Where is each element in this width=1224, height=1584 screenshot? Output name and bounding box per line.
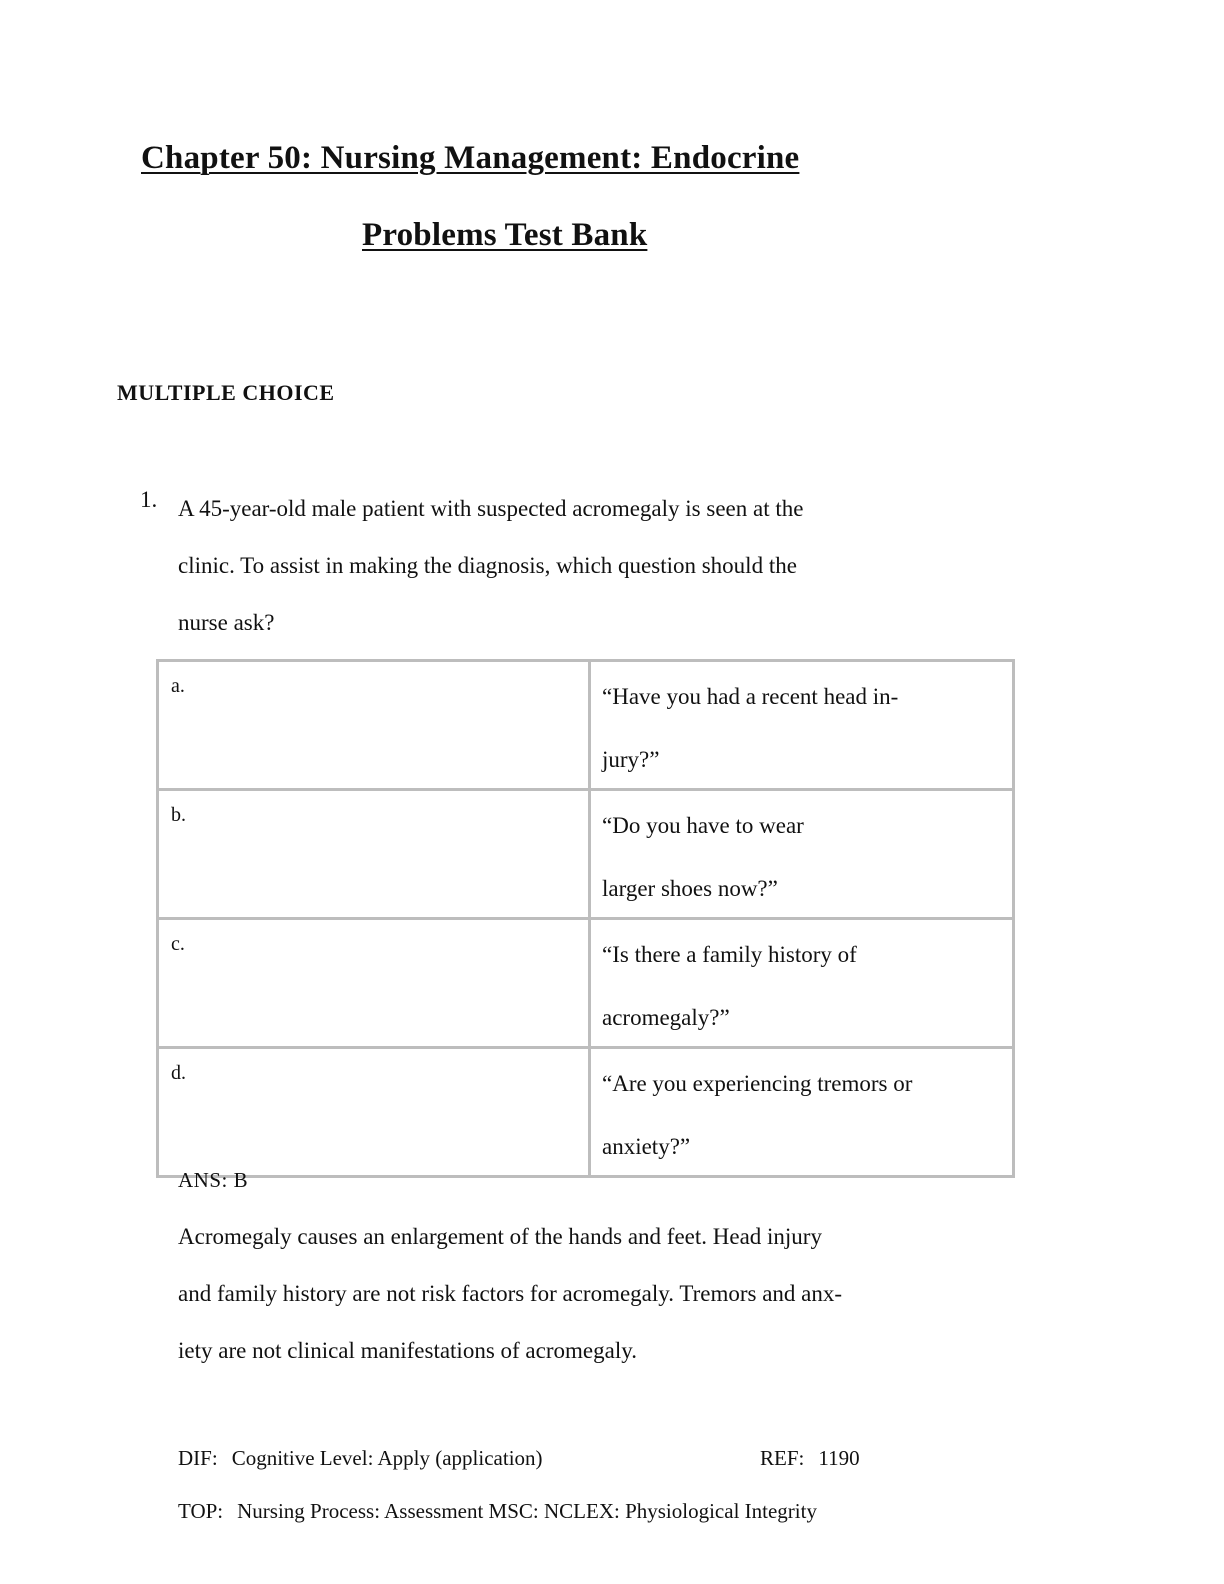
choice-text-line: “Is there a family history of	[602, 942, 857, 967]
choice-row-d	[158, 1048, 1014, 1177]
difficulty-line	[178, 1446, 543, 1471]
choice-text-line: anxiety?”	[602, 1134, 691, 1159]
choice-row-a	[158, 661, 1014, 790]
choice-letter-cell	[158, 661, 590, 790]
choice-text-cell	[590, 919, 1014, 1048]
question-stem	[178, 480, 998, 651]
difficulty-label: DIF:	[178, 1446, 218, 1470]
choice-text-line: “Have you had a recent head in-	[602, 684, 899, 709]
choice-text-line: “Are you experiencing tremors or	[602, 1071, 913, 1096]
choice-row-b	[158, 790, 1014, 919]
page-title-line-2: Problems Test Bank	[362, 217, 648, 253]
difficulty-value: Cognitive Level: Apply (application)	[231, 1446, 543, 1470]
rationale	[178, 1208, 1018, 1379]
choice-letter: c.	[171, 933, 185, 955]
choice-text-line: larger shoes now?”	[602, 876, 778, 901]
topic-value: Nursing Process: Assessment MSC: NCLEX: Physiological Integrity	[237, 1499, 817, 1523]
answer-key: ANS: B	[178, 1168, 249, 1192]
question-stem-line: A 45-year-old male patient with suspected acromegaly is seen at the	[178, 496, 804, 521]
choice-text-cell	[590, 661, 1014, 790]
choice-letter-cell	[158, 1048, 590, 1177]
reference-label: REF:	[760, 1446, 805, 1470]
choice-row-c	[158, 919, 1014, 1048]
question-stem-line: nurse ask?	[178, 610, 275, 635]
rationale-line: Acromegaly causes an enlargement of the hands and feet. Head injury	[178, 1224, 822, 1249]
section-heading: MULTIPLE CHOICE	[117, 380, 335, 405]
choice-letter: a.	[171, 675, 185, 697]
choice-text-line: “Do you have to wear	[602, 813, 804, 838]
page-title-line-1: Chapter 50: Nursing Management: Endocrine	[141, 140, 800, 176]
choice-text-line: acromegaly?”	[602, 1005, 730, 1030]
choice-text-cell	[590, 790, 1014, 919]
rationale-line: iety are not clinical manifestations of acromegaly.	[178, 1338, 637, 1363]
rationale-line: and family history are not risk factors for acromegaly. Tremors and anx-	[178, 1281, 843, 1306]
topic-label: TOP:	[178, 1499, 224, 1523]
question-stem-line: clinic. To assist in making the diagnosis, which question should the	[178, 553, 797, 578]
reference-line	[760, 1446, 860, 1471]
choice-letter-cell	[158, 919, 590, 1048]
choice-letter: d.	[171, 1062, 186, 1084]
choices-table	[156, 659, 1015, 1178]
reference-value: 1190	[818, 1446, 860, 1470]
choice-letter-cell	[158, 790, 590, 919]
choice-text-cell	[590, 1048, 1014, 1177]
topic-line	[178, 1499, 817, 1524]
choice-text-line: jury?”	[602, 747, 660, 772]
question-number: 1.	[140, 487, 158, 512]
choice-letter: b.	[171, 804, 186, 826]
